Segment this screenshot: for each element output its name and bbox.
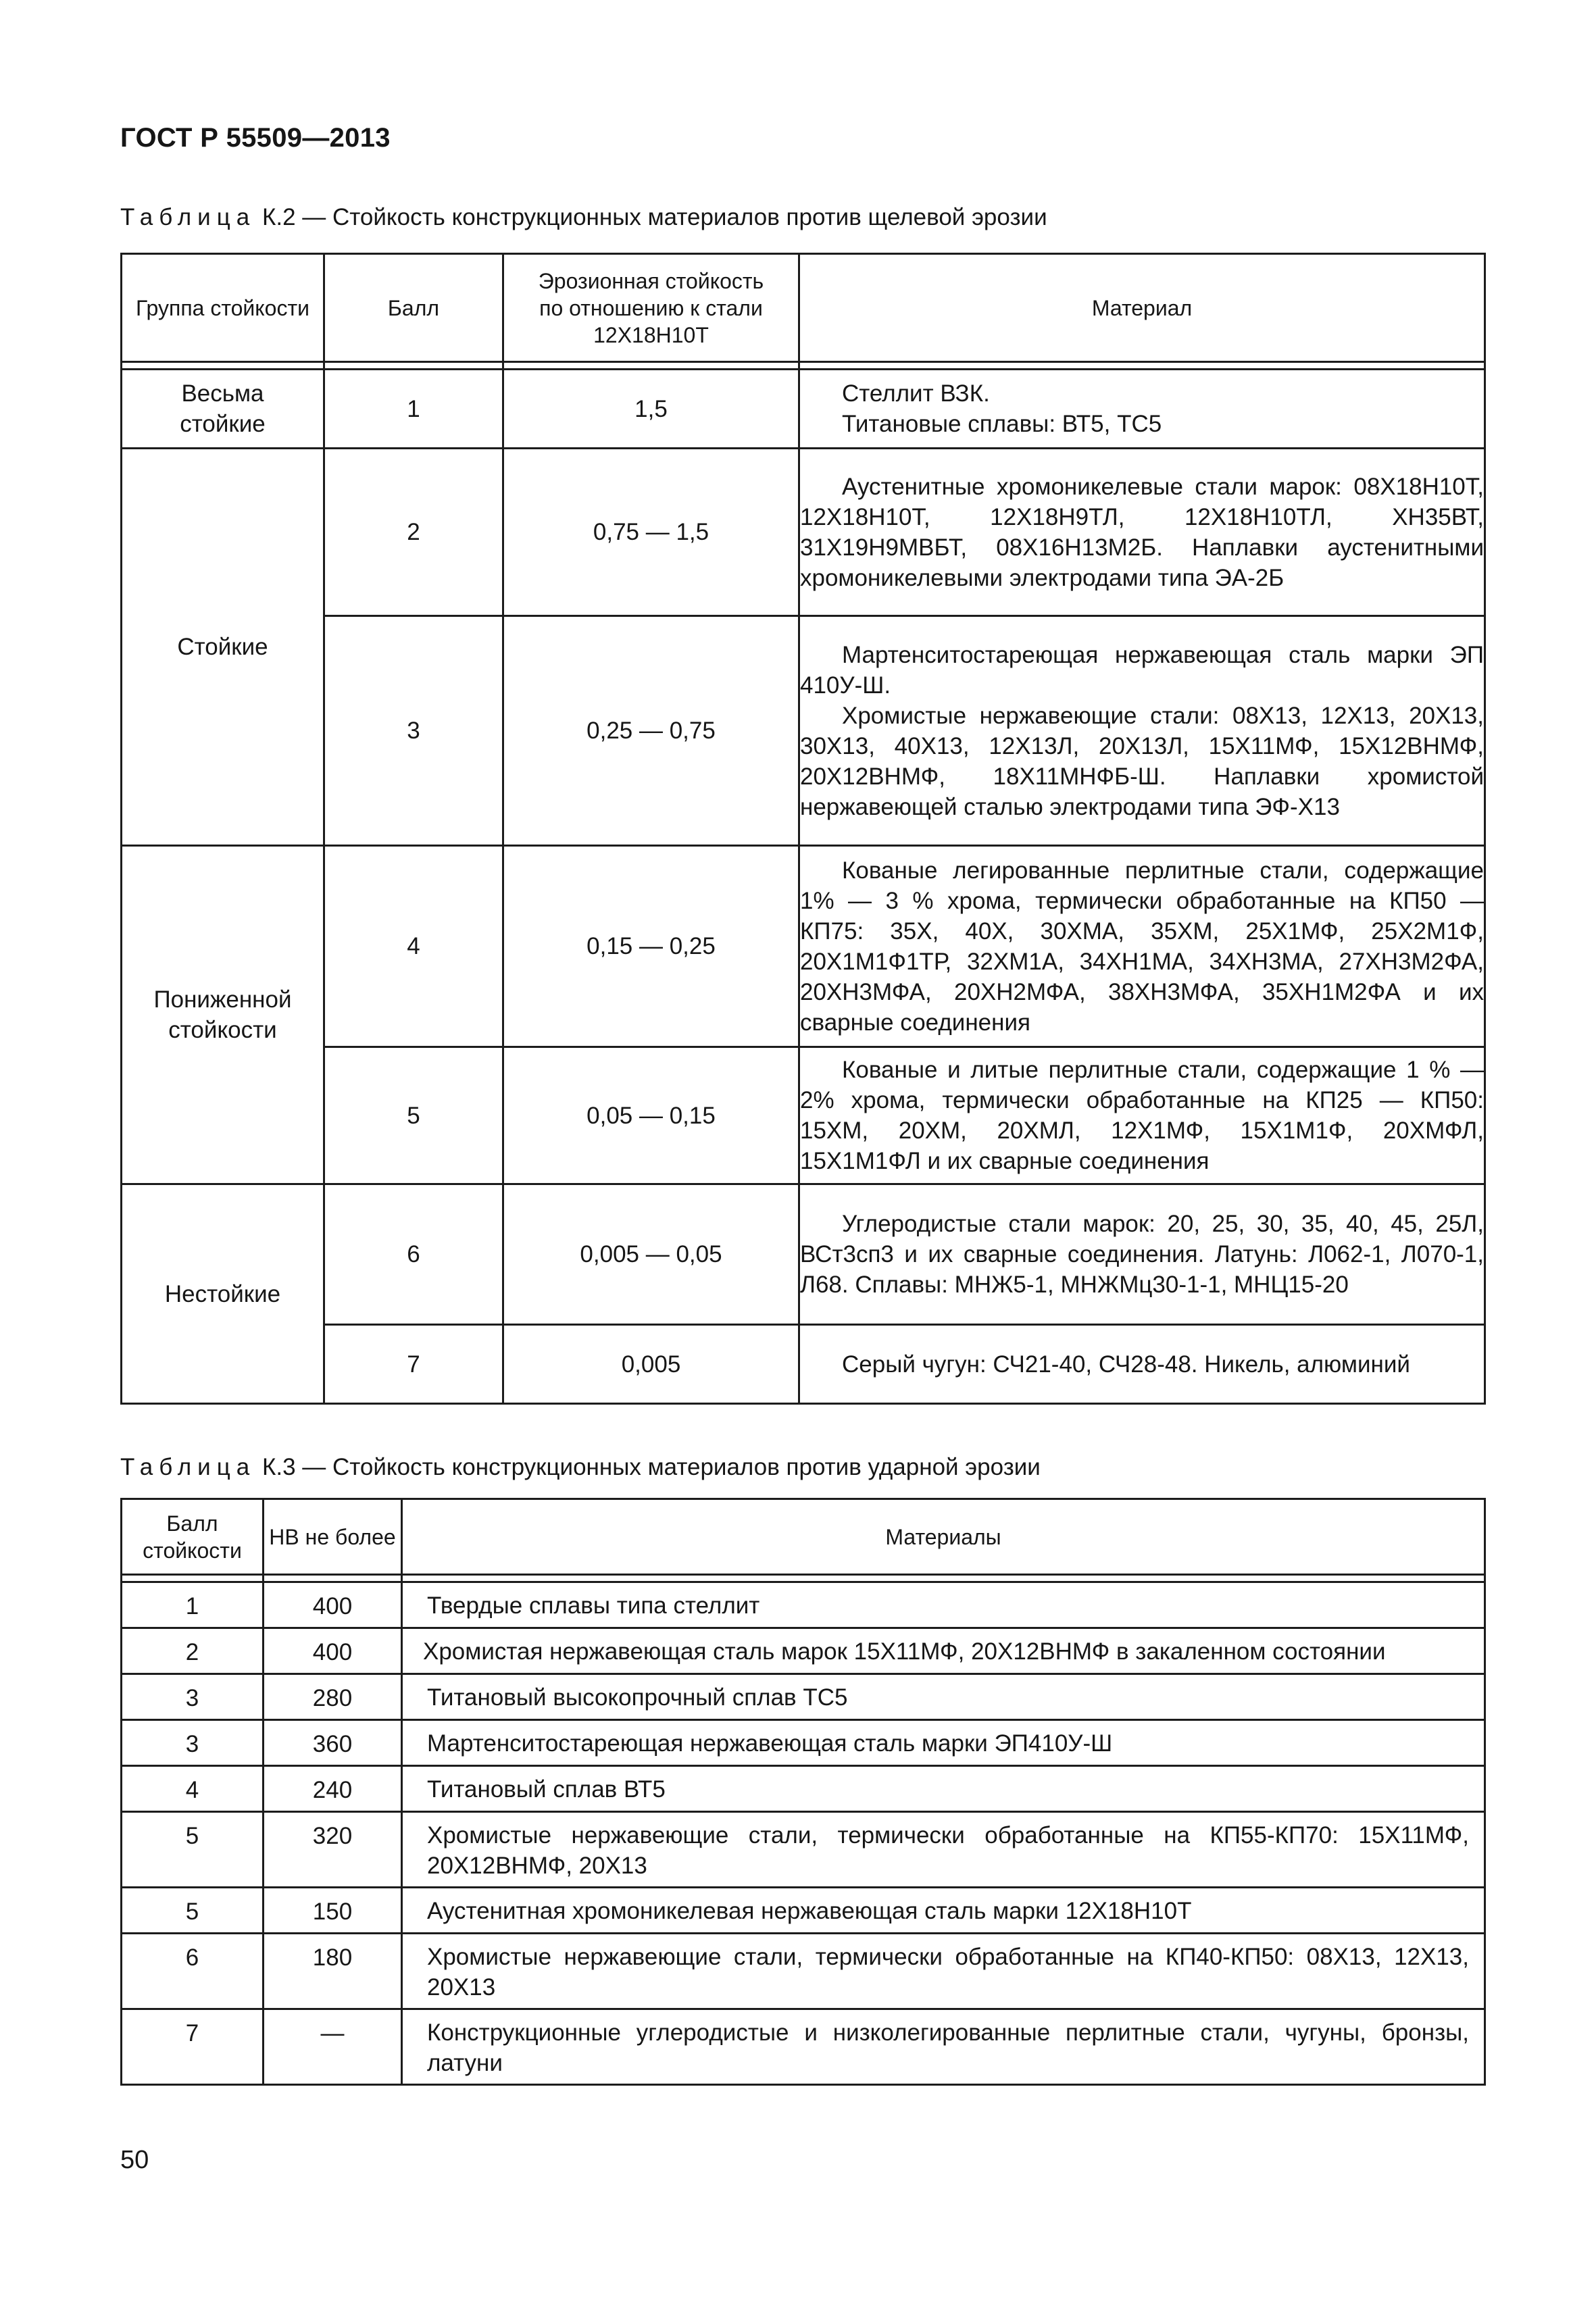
erosion-cell: 0,005 [503,1325,799,1404]
header-erosion: Эрозионная стойкость по отношению к стали 12Х18Н10Т [503,254,799,362]
material-line: Мартенситостареющая нержавеющая сталь марки ЭП 410У-Ш. [800,641,1484,699]
hb-cell: 320 [264,1812,402,1888]
score-cell: 3 [122,1720,264,1766]
erosion-cell: 0,05 — 0,15 [503,1047,799,1184]
group-cell: Нестойкие [122,1184,324,1404]
table-row [122,1325,1485,1404]
table-row [122,1582,1485,1628]
header-group: Группа стойкости [122,254,324,362]
table-row [122,449,1485,616]
material-line: Углеродистые стали марок: 20, 25, 30, 35, 40, 45, 25Л, ВСт3сп3 и их сварные соединения. Латунь: Л062-1, Л070-1, Л68. Сплавы: МНЖ5-1, МНЖМц30-1-1, МНЦ15-20 [800,1211,1484,1298]
table-row [122,1047,1485,1184]
table-k2 [120,253,1486,1405]
group-cell: Весьма стойкие [122,370,324,449]
material-line: Хромистые нержавеющие стали: 08Х13, 12Х13, 20Х13, 30Х13, 40Х13, 12Х13Л, 20Х13Л, 15Х11МФ, 15Х12ВНМФ, 20Х12ВНМФ, 18Х11МНФБ-Ш. Наплавки хромистой нержавеющей сталью электродами типа ЭФ-Х13 [800,702,1484,820]
material-cell: Мартенситостареющая нержавеющая сталь марки ЭП410У-Ш [402,1720,1485,1766]
material-line: Кованые и литые перлитные стали, содержащие 1 % — 2% хрома, термически обработанные на КП25 — КП50: 15ХМ, 20ХМ, 20ХМЛ, 12Х1МФ, 15Х1М1Ф, 20ХМФЛ, 15Х1М1ФЛ и их сварные соединения [800,1057,1484,1174]
material-line: Серый чугун: СЧ21-40, СЧ28-48. Никель, алюминий [842,1351,1410,1378]
score-cell: 3 [324,616,503,846]
erosion-cell: 0,25 — 0,75 [503,616,799,846]
material-cell: Хромистая нержавеющая сталь марок 15Х11МФ, 20Х12ВНМФ в закаленном состоянии [402,1628,1485,1674]
table-row [122,616,1485,846]
hb-cell: 150 [264,1888,402,1934]
table-k3-caption-text: К.3 — Стойкость конструкционных материалов против ударной эрозии [255,1454,1041,1480]
score-cell: 3 [122,1674,264,1720]
material-cell: Титановый высокопрочный сплав ТС5 [402,1674,1485,1720]
score-cell: 1 [122,1582,264,1628]
erosion-cell: 0,005 — 0,05 [503,1184,799,1325]
material-cell [799,449,1485,616]
table-k2-caption-text: К.2 — Стойкость конструкционных материалов против щелевой эрозии [255,204,1047,230]
hb-cell: 400 [264,1628,402,1674]
table-k3-header-row [122,1499,1485,1575]
table-row [122,1812,1485,1888]
hb-cell: 360 [264,1720,402,1766]
material-cell [799,1184,1485,1325]
table-row [122,1720,1485,1766]
header-hb: НВ не более [264,1499,402,1575]
erosion-cell: 0,15 — 0,25 [503,846,799,1047]
table-row [122,370,1485,449]
hb-cell: 240 [264,1766,402,1812]
table-k3 [120,1498,1486,2086]
score-cell: 6 [122,1934,264,2009]
material-cell: Хромистые нержавеющие стали, термически обработанные на КП40-КП50: 08Х13, 12Х13, 20Х13 [402,1934,1485,2009]
material-line: Стеллит ВЗК. [842,380,990,407]
table-k3-caption [120,1454,1041,1481]
table-k3-header-gap [122,1575,1485,1582]
table-k2-caption [120,204,1047,231]
header-score: Балл [324,254,503,362]
erosion-cell: 1,5 [503,370,799,449]
score-cell: 1 [324,370,503,449]
hb-cell: 180 [264,1934,402,2009]
score-cell: 2 [122,1628,264,1674]
score-cell: 2 [324,449,503,616]
header-score: Балл стойкости [122,1499,264,1575]
material-cell [799,1325,1485,1404]
score-cell: 7 [122,2009,264,2085]
group-cell: Пониженной стойкости [122,846,324,1184]
material-line: Кованые легированные перлитные стали, содержащие 1% — 3 % хрома, термически обработанные на КП50 — КП75: 35Х, 40Х, 30ХМА, 35ХМ, 25Х1МФ, 25Х2М1Ф, 20Х1М1Ф1ТР, 32ХМ1А, 34ХН1МА, 34ХН3МА, 27ХН3М2ФА, 20ХН3МФА, 20ХН2МФА, 38ХН3МФА, 35ХН1М2ФА и их сварные соединения [800,857,1484,1036]
material-cell [799,370,1485,449]
material-cell [799,616,1485,846]
hb-cell: 280 [264,1674,402,1720]
material-cell: Конструкционные углеродистые и низколегированные перлитные стали, чугуны, бронзы, латуни [402,2009,1485,2085]
material-cell [799,846,1485,1047]
material-line: Титановые сплавы: ВТ5, ТС5 [842,411,1162,437]
material-cell: Твердые сплавы типа стеллит [402,1582,1485,1628]
score-cell: 4 [122,1766,264,1812]
table-row [122,2009,1485,2085]
table-k2-caption-word: Таблица [120,204,256,230]
material-cell: Титановый сплав ВТ5 [402,1766,1485,1812]
score-cell: 6 [324,1184,503,1325]
table-k3-caption-word: Таблица [120,1454,256,1480]
table-row [122,1766,1485,1812]
material-cell: Аустенитная хромоникелевая нержавеющая сталь марки 12Х18Н10Т [402,1888,1485,1934]
material-line: Аустенитные хромоникелевые стали марок: 08Х18Н10Т, 12Х18Н10Т, 12Х18Н9ТЛ, 12Х18Н10ТЛ, ХН35ВТ, 31Х19Н9МВБТ, 08Х16Н13М2Б. Наплавки аустенитными хромоникелевыми электродами типа ЭА-2Б [800,473,1484,591]
group-cell: Стойкие [122,449,324,846]
score-cell: 5 [324,1047,503,1184]
erosion-cell: 0,75 — 1,5 [503,449,799,616]
hb-cell: 400 [264,1582,402,1628]
score-cell: 4 [324,846,503,1047]
document-code: ГОСТ Р 55509—2013 [120,123,391,153]
table-row [122,1674,1485,1720]
header-materials: Материалы [402,1499,1485,1575]
table-row [122,1934,1485,2009]
header-material: Материал [799,254,1485,362]
hb-cell: — [264,2009,402,2085]
table-row [122,1628,1485,1674]
material-cell: Хромистые нержавеющие стали, термически обработанные на КП55-КП70: 15Х11МФ, 20Х12ВНМФ, 20Х13 [402,1812,1485,1888]
table-k2-header-gap [122,362,1485,370]
score-cell: 5 [122,1888,264,1934]
score-cell: 5 [122,1812,264,1888]
table-row [122,1184,1485,1325]
page-number: 50 [120,2146,149,2174]
table-row [122,1888,1485,1934]
score-cell: 7 [324,1325,503,1404]
table-k2-header-row [122,254,1485,362]
table-row [122,846,1485,1047]
material-cell [799,1047,1485,1184]
